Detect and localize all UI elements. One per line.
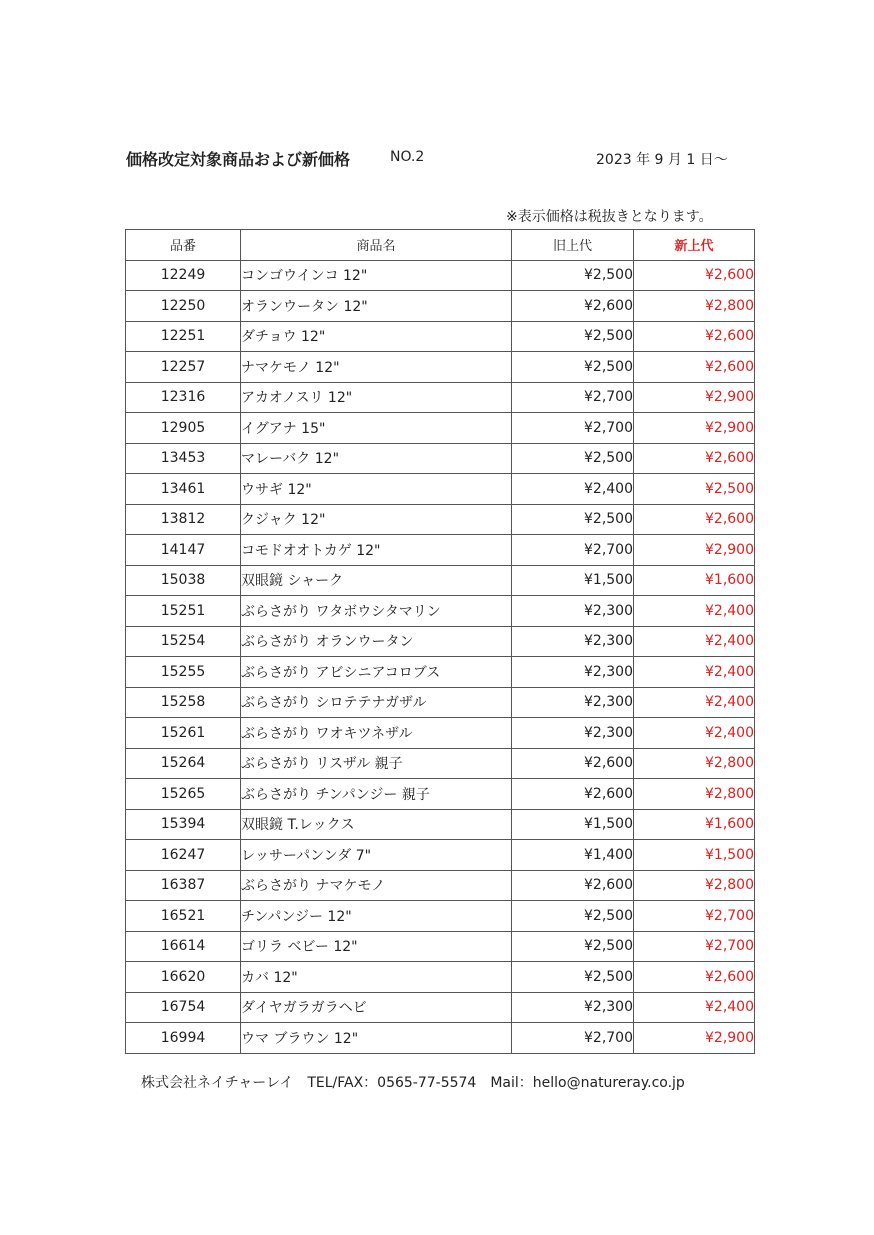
- column-header-product-name: 商品名: [241, 230, 512, 261]
- product-name-cell: ダイヤガラガラヘビ: [241, 992, 512, 1023]
- new-price-cell: ¥1,600: [634, 565, 755, 596]
- old-price-cell: ¥2,700: [512, 1023, 634, 1054]
- product-name-cell: ぶらさがり アビシニアコロブス: [241, 657, 512, 688]
- table-header-row: [126, 230, 755, 261]
- old-price-cell: ¥2,500: [512, 962, 634, 993]
- old-price-cell: ¥1,500: [512, 809, 634, 840]
- new-price-cell: ¥2,400: [634, 596, 755, 627]
- product-name-cell: イグアナ 15": [241, 413, 512, 444]
- table-row: [126, 962, 755, 993]
- product-name-cell: ぶらさがり ナマケモノ: [241, 870, 512, 901]
- product-name-cell: ウサギ 12": [241, 474, 512, 505]
- new-price-cell: ¥2,400: [634, 718, 755, 749]
- product-number-cell: 16387: [126, 870, 241, 901]
- old-price-cell: ¥2,700: [512, 413, 634, 444]
- product-number-cell: 12250: [126, 291, 241, 322]
- old-price-cell: ¥2,700: [512, 382, 634, 413]
- table-row: [126, 291, 755, 322]
- product-number-cell: 16247: [126, 840, 241, 871]
- new-price-cell: ¥2,400: [634, 992, 755, 1023]
- old-price-cell: ¥2,500: [512, 260, 634, 291]
- product-name-cell: アカオノスリ 12": [241, 382, 512, 413]
- old-price-cell: ¥2,300: [512, 687, 634, 718]
- product-number-cell: 16521: [126, 901, 241, 932]
- product-name-cell: クジャク 12": [241, 504, 512, 535]
- product-name-cell: ぶらさがり リスザル 親子: [241, 748, 512, 779]
- product-number-cell: 13461: [126, 474, 241, 505]
- old-price-cell: ¥2,500: [512, 504, 634, 535]
- product-name-cell: ぶらさがり チンパンジー 親子: [241, 779, 512, 810]
- product-number-cell: 12257: [126, 352, 241, 383]
- product-name-cell: コンゴウインコ 12": [241, 260, 512, 291]
- product-name-cell: ゴリラ ベビー 12": [241, 931, 512, 962]
- product-number-cell: 16754: [126, 992, 241, 1023]
- product-number-cell: 12905: [126, 413, 241, 444]
- table-row: [126, 260, 755, 291]
- new-price-cell: ¥2,900: [634, 1023, 755, 1054]
- new-price-cell: ¥2,600: [634, 321, 755, 352]
- table-row: [126, 901, 755, 932]
- new-price-cell: ¥1,600: [634, 809, 755, 840]
- old-price-cell: ¥2,300: [512, 626, 634, 657]
- new-price-cell: ¥2,600: [634, 443, 755, 474]
- column-header-product-no: 品番: [126, 230, 241, 261]
- table-row: [126, 535, 755, 566]
- document-title: 価格改定対象商品および新価格: [126, 150, 351, 169]
- old-price-cell: ¥2,600: [512, 870, 634, 901]
- old-price-cell: ¥2,600: [512, 779, 634, 810]
- table-row: [126, 474, 755, 505]
- product-number-cell: 15261: [126, 718, 241, 749]
- new-price-cell: ¥2,800: [634, 291, 755, 322]
- new-price-cell: ¥1,500: [634, 840, 755, 871]
- new-price-cell: ¥2,800: [634, 870, 755, 901]
- company-contact-footer: 株式会社ネイチャーレイ TEL/FAX：0565-77-5574 Mail：hello@natureray.co.jp: [141, 1075, 685, 1091]
- old-price-cell: ¥2,400: [512, 474, 634, 505]
- product-name-cell: マレーバク 12": [241, 443, 512, 474]
- table-row: [126, 657, 755, 688]
- product-number-cell: 13812: [126, 504, 241, 535]
- new-price-cell: ¥2,500: [634, 474, 755, 505]
- product-number-cell: 16620: [126, 962, 241, 993]
- new-price-cell: ¥2,700: [634, 901, 755, 932]
- old-price-cell: ¥2,500: [512, 901, 634, 932]
- new-price-cell: ¥2,900: [634, 413, 755, 444]
- new-price-cell: ¥2,400: [634, 657, 755, 688]
- product-name-cell: ナマケモノ 12": [241, 352, 512, 383]
- old-price-cell: ¥2,300: [512, 657, 634, 688]
- product-number-cell: 15264: [126, 748, 241, 779]
- tax-note: ※表示価格は税抜きとなります。: [506, 209, 713, 225]
- table-row: [126, 352, 755, 383]
- product-name-cell: レッサーパンンダ 7": [241, 840, 512, 871]
- new-price-cell: ¥2,600: [634, 504, 755, 535]
- table-row: [126, 565, 755, 596]
- old-price-cell: ¥2,300: [512, 992, 634, 1023]
- product-name-cell: コモドオオトカゲ 12": [241, 535, 512, 566]
- table-row: [126, 718, 755, 749]
- product-name-cell: 双眼鏡 シャーク: [241, 565, 512, 596]
- table-row: [126, 321, 755, 352]
- old-price-cell: ¥2,500: [512, 321, 634, 352]
- product-name-cell: ぶらさがり ワタボウシタマリン: [241, 596, 512, 627]
- table-row: [126, 992, 755, 1023]
- old-price-cell: ¥1,500: [512, 565, 634, 596]
- new-price-cell: ¥2,700: [634, 931, 755, 962]
- old-price-cell: ¥2,300: [512, 718, 634, 749]
- column-header-new-price: 新上代: [634, 230, 755, 261]
- product-number-cell: 15265: [126, 779, 241, 810]
- old-price-cell: ¥2,300: [512, 596, 634, 627]
- table-row: [126, 779, 755, 810]
- product-number-cell: 12316: [126, 382, 241, 413]
- old-price-cell: ¥2,700: [512, 535, 634, 566]
- old-price-cell: ¥2,500: [512, 443, 634, 474]
- new-price-cell: ¥2,600: [634, 260, 755, 291]
- product-number-cell: 13453: [126, 443, 241, 474]
- old-price-cell: ¥2,600: [512, 748, 634, 779]
- product-name-cell: チンパンジー 12": [241, 901, 512, 932]
- product-number-cell: 15394: [126, 809, 241, 840]
- product-number-cell: 15258: [126, 687, 241, 718]
- product-number-cell: 16614: [126, 931, 241, 962]
- table-row: [126, 1023, 755, 1054]
- table-row: [126, 413, 755, 444]
- product-name-cell: ウマ ブラウン 12": [241, 1023, 512, 1054]
- product-number-cell: 16994: [126, 1023, 241, 1054]
- product-number-cell: 14147: [126, 535, 241, 566]
- table-row: [126, 687, 755, 718]
- product-name-cell: ぶらさがり オランウータン: [241, 626, 512, 657]
- product-name-cell: 双眼鏡 T.レックス: [241, 809, 512, 840]
- new-price-cell: ¥2,800: [634, 748, 755, 779]
- new-price-cell: ¥2,600: [634, 352, 755, 383]
- product-name-cell: オランウータン 12": [241, 291, 512, 322]
- new-price-cell: ¥2,800: [634, 779, 755, 810]
- table-row: [126, 596, 755, 627]
- old-price-cell: ¥1,400: [512, 840, 634, 871]
- table-row: [126, 504, 755, 535]
- table-row: [126, 931, 755, 962]
- new-price-cell: ¥2,600: [634, 962, 755, 993]
- document-number: NO.2: [390, 149, 425, 165]
- product-number-cell: 12249: [126, 260, 241, 291]
- product-number-cell: 15038: [126, 565, 241, 596]
- column-header-old-price: 旧上代: [512, 230, 634, 261]
- old-price-cell: ¥2,600: [512, 291, 634, 322]
- old-price-cell: ¥2,500: [512, 352, 634, 383]
- new-price-cell: ¥2,900: [634, 535, 755, 566]
- product-number-cell: 15251: [126, 596, 241, 627]
- new-price-cell: ¥2,400: [634, 687, 755, 718]
- new-price-cell: ¥2,400: [634, 626, 755, 657]
- table-row: [126, 748, 755, 779]
- table-row: [126, 809, 755, 840]
- new-price-cell: ¥2,900: [634, 382, 755, 413]
- product-number-cell: 12251: [126, 321, 241, 352]
- product-name-cell: ぶらさがり シロテテナガザル: [241, 687, 512, 718]
- product-number-cell: 15255: [126, 657, 241, 688]
- table-row: [126, 382, 755, 413]
- product-number-cell: 15254: [126, 626, 241, 657]
- table-row: [126, 443, 755, 474]
- product-name-cell: ぶらさがり ワオキツネザル: [241, 718, 512, 749]
- price-table: [125, 229, 755, 1054]
- product-name-cell: カバ 12": [241, 962, 512, 993]
- product-name-cell: ダチョウ 12": [241, 321, 512, 352]
- table-body: [126, 260, 755, 1053]
- table-row: [126, 870, 755, 901]
- old-price-cell: ¥2,500: [512, 931, 634, 962]
- table-row: [126, 840, 755, 871]
- effective-date: 2023 年 9 月 1 日～: [596, 152, 728, 168]
- table-row: [126, 626, 755, 657]
